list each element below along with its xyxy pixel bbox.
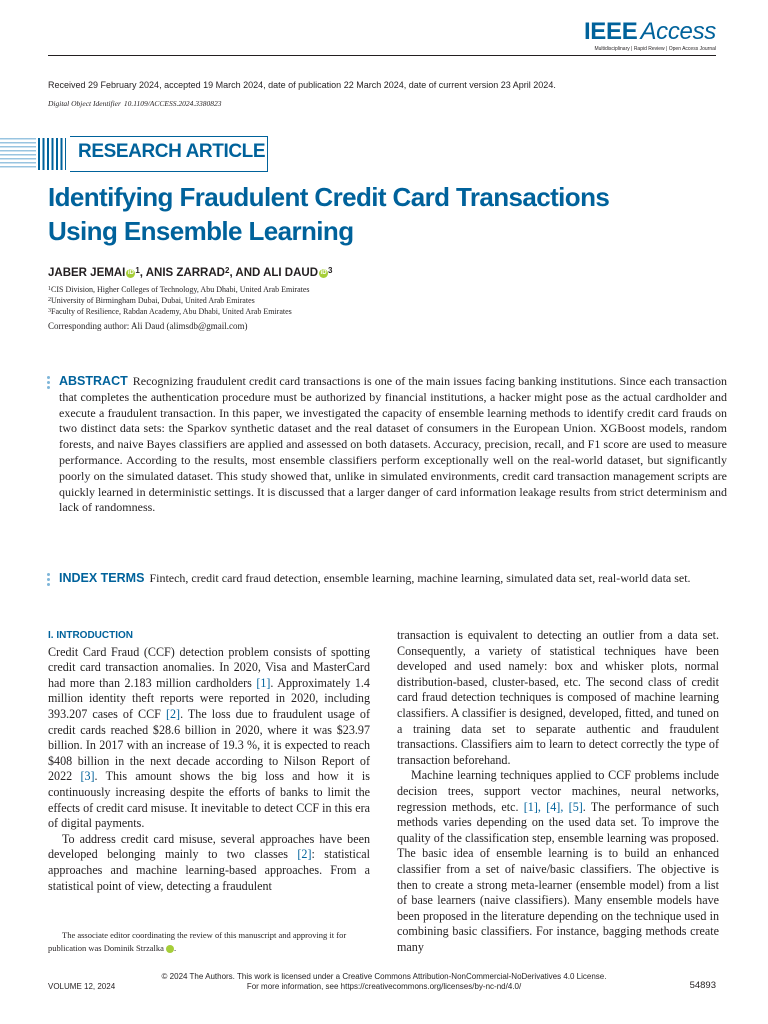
journal-logo-ieee: IEEE <box>583 18 638 45</box>
abstract <box>59 374 727 516</box>
affiliation <box>48 306 310 317</box>
license-line-1: © 2024 The Authors. This work is licensed under a Creative Commons Attribution-NonCommercial-NoDerivatives 4.0 License. <box>161 972 607 981</box>
body-column-right <box>397 628 719 955</box>
banner-bars-decoration <box>38 138 66 170</box>
orcid-icon[interactable]: iD <box>127 270 134 276</box>
body-column-left <box>48 628 370 894</box>
citation-link[interactable]: [2] <box>297 847 312 862</box>
article-title-line-1: Identifying Fraudulent Credit Card Transactions <box>48 182 610 212</box>
page-number: 54893 <box>689 980 716 991</box>
index-terms <box>59 571 727 587</box>
corresponding-author: Corresponding author: Ali Daud (alimsdb@gmail.com) <box>48 321 248 331</box>
citation-link[interactable]: [3] <box>80 769 95 784</box>
banner-stripes-decoration <box>0 138 36 170</box>
paragraph-text: : statistical approaches and machine learning-based approaches. From a statistical point of view, detecting a fraudulent <box>48 847 370 893</box>
affiliation-number: 1 <box>48 286 51 292</box>
paragraph <box>48 645 370 832</box>
volume-label: VOLUME 12, 2024 <box>48 982 116 991</box>
paragraph-text: Machine learning techniques applied to CCF problems include decision trees, support vector machines, neural networks, regression methods, etc. <box>397 768 719 814</box>
affiliation-text: CIS Division, Higher Colleges of Technology, Abu Dhabi, United Arab Emirates <box>51 285 310 294</box>
paragraph-text: . Approximately 1.4 million identity theft reports were reported in 2020, including 393.207 cases of CCF <box>48 675 370 721</box>
author-affiliation-mark: 2 <box>224 266 230 275</box>
article-type-banner <box>0 136 270 172</box>
author-name: JABER JEMAI <box>48 267 126 279</box>
affiliation-number: 2 <box>48 297 51 303</box>
author-list: JABER JEMAI iD $^1$, ANIS ZARRAD$^2$, AND ALI DAUD iD $^3$ <box>48 266 333 279</box>
author-name: ANIS ZARRAD <box>145 267 225 279</box>
author-name: AND ALI DAUD <box>235 267 319 279</box>
affiliation <box>48 284 310 295</box>
paragraph <box>397 768 719 955</box>
paragraph-text: To address credit card misuse, several approaches have been developed belonging mainly to two classes <box>48 831 370 862</box>
license-notice <box>0 972 768 992</box>
orcid-icon[interactable]: iD <box>166 945 174 953</box>
paragraph-text: . The performance of such methods varies depending on the used data set. To improve the quality of the classification step, ensemble learning was proposed. The basic idea of ensemble learning is to build an enhanced classifier from a set of naive/basic classifiers. The objective is then to create a strong meta-learner (ensemble model) from a list of base learners (naive classifiers). Many ensemble models have been proposed in the literature depending on the technique used in combining basic classifiers. For instance, bagging methods create many <box>397 799 719 954</box>
index-terms-text: Fintech, credit card fraud detection, ensemble learning, machine learning, simulated data set, real-world data set. <box>149 571 691 585</box>
paragraph <box>397 628 719 768</box>
affiliation-text: University of Birmingham Dubai, Dubai, United Arab Emirates <box>51 296 255 305</box>
affiliation-text: Faculty of Resilience, Rabdan Academy, Abu Dhabi, United Arab Emirates <box>51 307 292 316</box>
author-affiliation-mark: 1 <box>135 266 140 275</box>
doi-line <box>48 99 221 108</box>
affiliation <box>48 295 310 306</box>
header-rule <box>48 55 716 56</box>
publication-dates: Received 29 February 2024, accepted 19 March 2024, date of publication 22 March 2024, date of current version 23 April 2024. <box>48 80 556 90</box>
journal-logo[interactable] <box>584 20 716 44</box>
author-affiliation-mark: 3 <box>328 266 333 275</box>
paragraph-text: . The loss due to fraudulent usage of credit cards reached $28.6 billion in 2020, where it was $23.97 billion. In 2017 with an increase of 19.3 %, it is expected to reach $408 billion in the next decade according to Nilson Report of 2022 <box>48 706 370 784</box>
abstract-heading: ABSTRACT <box>59 374 128 388</box>
abstract-text: Recognizing fraudulent credit card transactions is one of the main issues facing banking institutions. Since each transaction that completes the authentication procedure must be authorized by financial institutions, a hacker might pose as the actual cardholder and execute a fraudulent transaction. In this paper, we investigated the capacity of ensemble learning methods to identify credit card frauds on two distinct data sets: the Sparkov synthetic dataset and the real dataset of consumers in the European Union. XGBoost models, random forests, and naive Bayes classifiers are applied and assessed on both datasets. Accuracy, precision, recall, and F1 score are used to measure performance. According to the results, most ensemble classifiers perform exceptionally well on the real-world dataset, but significantly poorly on the simulated dataset. This study showed that, unlike in simulated environments, credit card transaction management scripts are quickly learned in deterministic settings. It is discussed that a larger danger of card information leakage results from strict determinism and lack of randomness. <box>59 374 727 515</box>
article-type-label: RESEARCH ARTICLE <box>78 141 266 162</box>
doi-label: Digital Object Identifier <box>48 99 121 108</box>
affiliation-number: 3 <box>48 308 51 314</box>
journal-logo-access: Access <box>640 18 716 45</box>
affiliation-list <box>48 284 310 317</box>
paragraph <box>48 832 370 894</box>
abstract-marker-icon <box>47 376 51 391</box>
index-terms-marker-icon <box>47 573 51 588</box>
citation-link[interactable]: [1] <box>256 675 271 690</box>
license-link[interactable]: For more information, see https://creativecommons.org/licenses/by-nc-nd/4.0/ <box>246 982 522 991</box>
article-title-line-2: Using Ensemble Learning <box>48 216 354 246</box>
journal-tagline: Multidisciplinary | Rapid Review | Open Access Journal <box>594 46 716 52</box>
citation-link[interactable]: [1], [4], [5] <box>523 799 583 814</box>
article-title <box>48 180 668 248</box>
section-heading-introduction: I. INTRODUCTION <box>48 630 133 641</box>
journal-masthead <box>584 20 716 52</box>
index-terms-heading: INDEX TERMS <box>59 571 145 585</box>
paragraph-text: transaction is equivalent to detecting an outlier from a data set. Consequently, a variety of statistical techniques have been developed and used namely: box and whisker plots, normal distribution-based, cluster-based, etc. The second class of credit card fraud detection techniques is composed of machine learning classifiers. A classifier is designed, developed, fitted, and tuned on a training data set to separate authentic and fraudulent transactions. Classifiers aim to learn to detect correctly the type of transaction beforehand. <box>397 628 719 767</box>
paragraph-text: . This amount shows the big loss and how it is continuously increasing despite the efforts of banks to limit the effects of credit card misuse. It inevitable to detect CCF in this era of digital payments. <box>48 769 370 831</box>
footnote-text: The associate editor coordinating the review of this manuscript and approving it for publication was Dominik Strzalka <box>48 930 347 953</box>
doi-value[interactable]: 10.1109/ACCESS.2024.3380823 <box>123 99 222 108</box>
citation-link[interactable]: [2] <box>165 706 181 721</box>
orcid-icon[interactable]: iD <box>320 270 327 276</box>
paragraph-text: Credit Card Fraud (CCF) detection problem consists of spotting credit card transaction anomalies. In 2020, Visa and MasterCard had more than 2.183 million cardholders <box>48 644 370 690</box>
editor-footnote: The associate editor coordinating the review of this manuscript and approving it for publication was Dominik Strzalka iD. <box>48 930 347 953</box>
